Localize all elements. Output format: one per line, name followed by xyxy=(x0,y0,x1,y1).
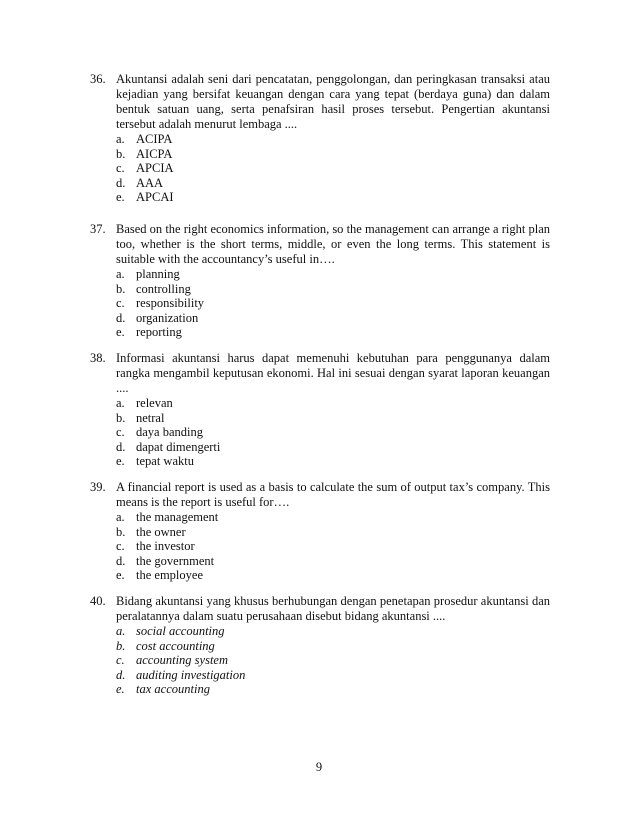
option-b: b. cost accounting xyxy=(116,638,215,653)
option-c: c. the investor xyxy=(116,539,195,553)
question-39 xyxy=(90,480,550,583)
question-number: 38. xyxy=(90,351,106,365)
option-b: b. AICPA xyxy=(116,146,173,161)
question-number: 39. xyxy=(90,480,106,494)
option-a: a. the management xyxy=(116,510,219,524)
option-b: b. the owner xyxy=(116,524,186,539)
option-a: a. relevan xyxy=(116,396,173,410)
option-c: c. accounting system xyxy=(116,653,228,667)
option-list xyxy=(90,132,550,205)
question-38 xyxy=(90,351,550,469)
question-text: A financial report is used as a basis to calculate the sum of output tax’s company. This means is the report is useful for…. xyxy=(116,480,550,509)
option-b: b. controlling xyxy=(116,281,191,296)
question-text: Based on the right economics information, so the management can arrange a right plan too, whether is the short terms, middle, or even the long terms. This statement is suitable with the accountancy’s useful in…. xyxy=(116,222,550,266)
option-e: e. reporting xyxy=(116,325,182,339)
option-d: d. dapat dimengerti xyxy=(116,439,221,454)
question-number: 37. xyxy=(90,222,106,236)
option-list xyxy=(90,267,550,340)
question-text: Informasi akuntansi harus dapat memenuhi kebutuhan para penggunanya dalam rangka mengambil keputusan ekonomi. Hal ini sesuai dengan syarat laporan keuangan .... xyxy=(116,351,550,395)
option-c: c. APCIA xyxy=(116,161,174,175)
option-c: c. responsibility xyxy=(116,296,205,310)
question-40 xyxy=(90,594,550,697)
question-37 xyxy=(90,222,550,340)
option-e: e. APCAI xyxy=(116,190,174,204)
option-list xyxy=(90,396,550,469)
question-number: 36. xyxy=(90,72,106,86)
option-b: b. netral xyxy=(116,410,165,425)
option-e: e. the employee xyxy=(116,568,203,582)
option-a: a. social accounting xyxy=(116,624,225,638)
option-list xyxy=(90,624,550,697)
question-text: Akuntansi adalah seni dari pencatatan, penggolongan, dan peringkasan transaksi atau kejadian yang bersifat keuangan dengan cara yang tepat (berdaya guna) dan dalam bentuk satuan uang, serta penafsiran hasil proses tersebut. Pengertian akuntansi tersebut adalah menurut lembaga .... xyxy=(116,72,550,131)
option-a: a. ACIPA xyxy=(116,132,173,146)
option-d: d. the government xyxy=(116,553,215,568)
option-a: a. planning xyxy=(116,267,180,281)
question-36 xyxy=(90,72,550,205)
option-d: d. organization xyxy=(116,310,199,325)
option-d: d. AAA xyxy=(116,175,164,190)
option-e: e. tepat waktu xyxy=(116,454,194,468)
page-number: 9 xyxy=(315,760,323,774)
option-c: c. daya banding xyxy=(116,425,203,439)
option-e: e. tax accounting xyxy=(116,682,210,696)
question-number: 40. xyxy=(90,594,106,608)
question-text: Bidang akuntansi yang khusus berhubungan dengan penetapan prosedur akuntansi dan peralatannya dalam suatu perusahaan disebut bidang akuntansi .... xyxy=(116,594,550,623)
option-d: d. auditing investigation xyxy=(116,667,246,682)
option-list xyxy=(90,510,550,583)
